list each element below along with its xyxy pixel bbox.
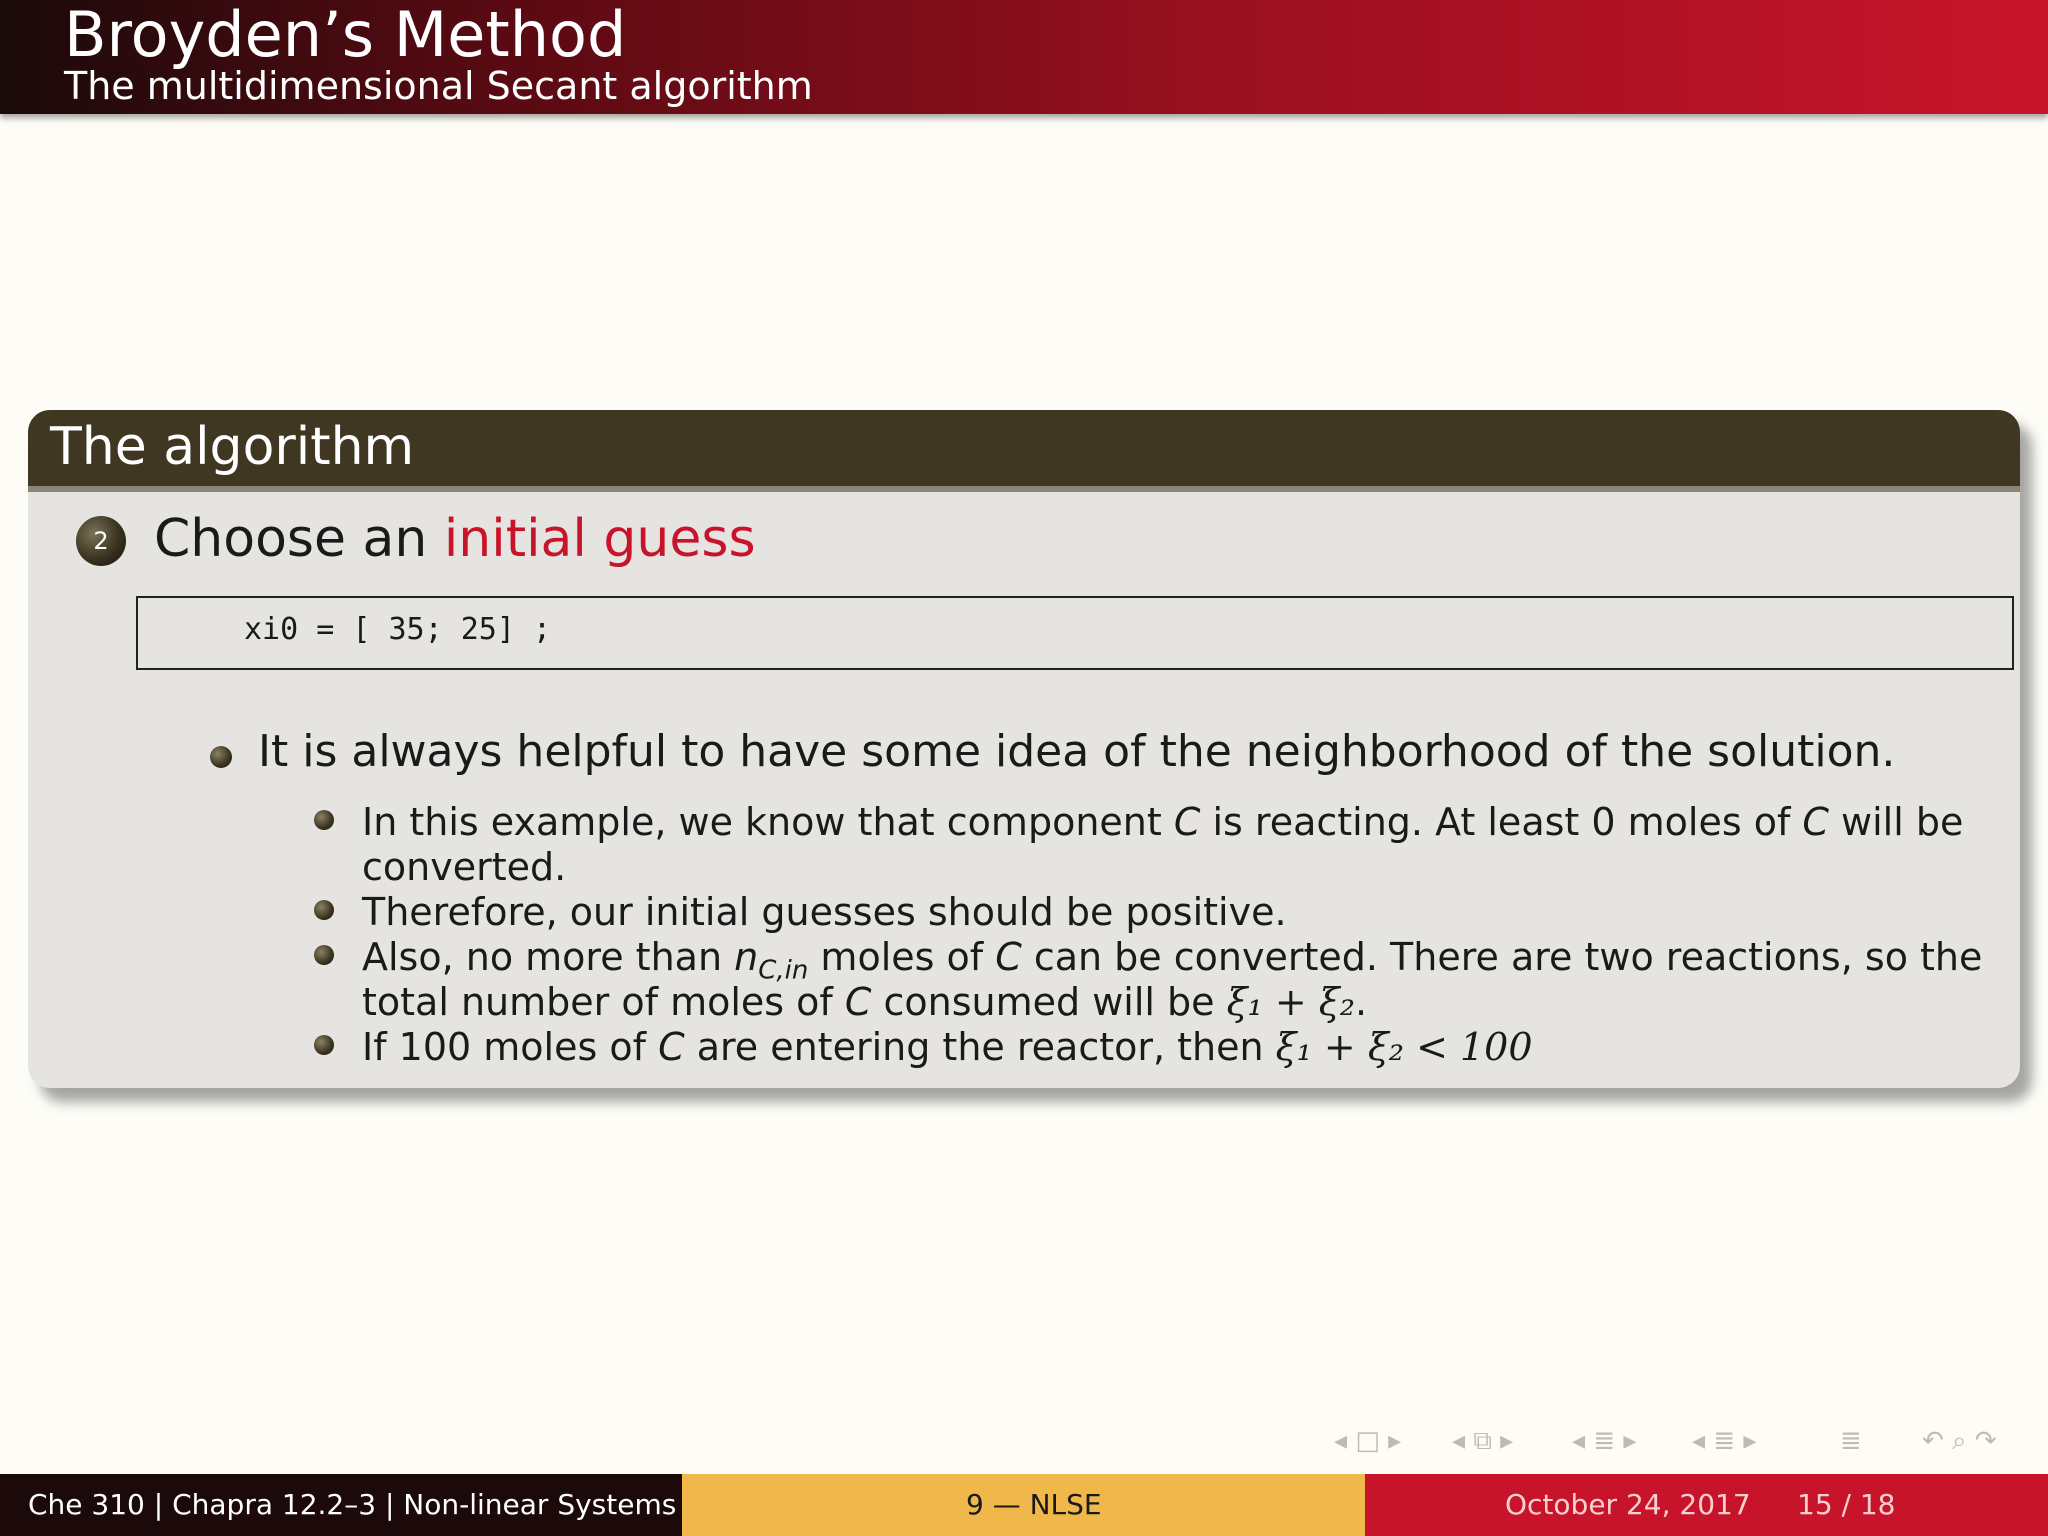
nav-menu-icon[interactable]: ≣ [1840, 1426, 1862, 1456]
math-expression: ξ₁ + ξ₂ [1226, 980, 1355, 1024]
footer-course: Che 310 | Chapra 12.2–3 | Non-linear Systems [28, 1488, 677, 1521]
sub-bullet-icon [314, 810, 334, 830]
sub-bullet-icon [314, 1035, 334, 1055]
block-header [28, 410, 2020, 492]
enum-number-badge: 2 [76, 516, 126, 566]
enum-text-plain: Choose an [154, 509, 444, 569]
bullet-icon [210, 746, 232, 768]
enum-item-text [154, 506, 756, 574]
sub-bullet-item-1 [362, 800, 1963, 845]
text-run: total number of moles of [362, 980, 845, 1024]
footer-center [682, 1474, 1365, 1536]
text-run: can be converted. There are two reactions, so the [1021, 935, 1983, 979]
variable-c: C [1802, 800, 1829, 844]
footer-date: October 24, 2017 [1505, 1488, 1751, 1521]
algorithm-block [28, 410, 2020, 1088]
nav-document-icon[interactable]: ◂ ≣ ▸ [1692, 1426, 1757, 1456]
slide-title: Broyden’s Method [64, 0, 627, 71]
text-run: moles of [808, 935, 996, 979]
footer-left [0, 1474, 682, 1536]
enum-text-emphasis: initial guess [443, 509, 756, 569]
text-run: are entering the reactor, then [684, 1025, 1276, 1069]
variable-c: C [995, 935, 1022, 979]
variable-n: n [734, 935, 759, 979]
math-expression: ξ₁ + ξ₂ < 100 [1275, 1025, 1533, 1069]
variable-c: C [658, 1025, 685, 1069]
text-run: In this example, we know that component [362, 800, 1174, 844]
nav-search-icon[interactable]: ↶ ⌕ ↷ [1922, 1426, 1997, 1456]
text-run: . [1354, 980, 1368, 1024]
text-run: will be [1828, 800, 1964, 844]
slide-subtitle: The multidimensional Secant algorithm [64, 64, 813, 108]
footer-page-number: 15 / 18 [1797, 1488, 1896, 1521]
slide-footer [0, 1474, 2048, 1536]
variable-subscript: C,in [758, 955, 809, 986]
text-run: consumed will be [871, 980, 1227, 1024]
sub-bullet-item-2: Therefore, our initial guesses should be positive. [362, 890, 1287, 934]
nav-frame-icon[interactable]: ◂ □ ▸ [1334, 1426, 1402, 1456]
variable-c: C [1173, 800, 1201, 844]
sub-bullet-item-4 [362, 1025, 1533, 1070]
bullet-item: It is always helpful to have some idea of the neighborhood of the solution. [258, 726, 1896, 777]
footer-right [1365, 1474, 2048, 1536]
nav-subsection-icon[interactable]: ◂ ⧉ ▸ [1452, 1426, 1514, 1456]
text-run: Also, no more than [362, 935, 735, 979]
code-line: xi0 = [ 35; 25] ; [244, 612, 552, 647]
code-listing [136, 596, 2014, 670]
sub-bullet-icon [314, 900, 334, 920]
sub-bullet-icon [314, 945, 334, 965]
text-run: is reacting. At least 0 moles of [1200, 800, 1803, 844]
sub-bullet-item-1-cont: converted. [362, 845, 567, 889]
sub-bullet-item-3-cont [362, 980, 1367, 1025]
nav-section-icon[interactable]: ◂ ≣ ▸ [1572, 1426, 1637, 1456]
slide-header [0, 0, 2048, 114]
text-run: If 100 moles of [362, 1025, 659, 1069]
block-title: The algorithm [50, 417, 415, 477]
variable-c: C [844, 980, 872, 1024]
footer-section: 9 — NLSE [966, 1488, 1102, 1521]
